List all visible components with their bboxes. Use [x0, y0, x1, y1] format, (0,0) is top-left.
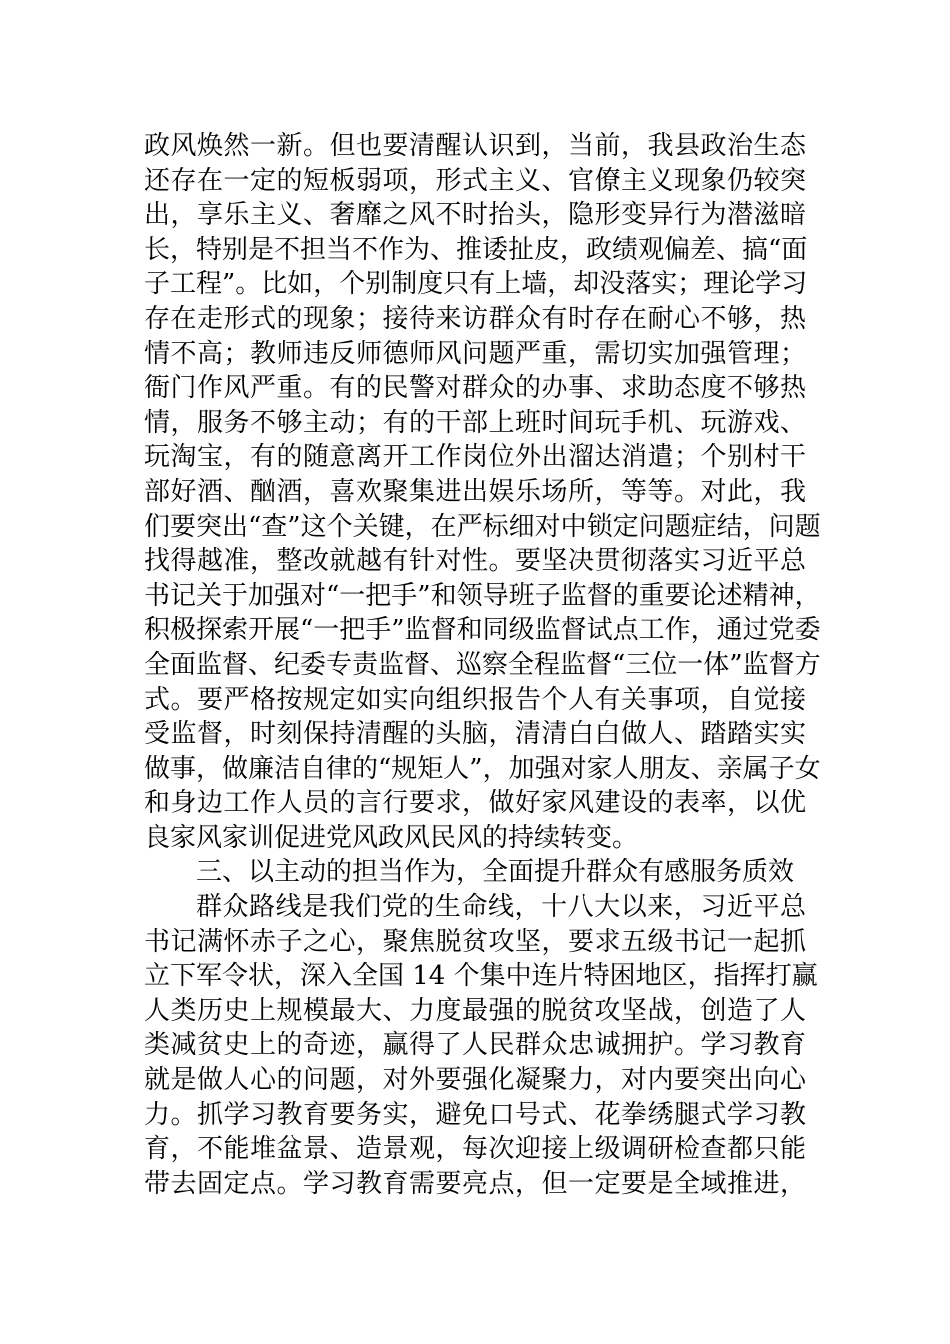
- text-line: 书记满怀赤子之心，聚焦脱贫攻坚，要求五级书记一起抓: [144, 926, 806, 957]
- text-line: 带去固定点。学习教育需要亮点，但一定要是全域推进，: [144, 1168, 806, 1199]
- text-line: 人类历史上规模最大、力度最强的脱贫攻坚战，创造了人: [144, 995, 806, 1026]
- text-line: 全面监督、纪委专责监督、巡察全程监督“三位一体”监督方: [144, 649, 821, 680]
- text-line: 子工程”。比如，个别制度只有上墙，却没落实；理论学习: [144, 269, 808, 300]
- text-line: 出，享乐主义、奢靡之风不时抬头，隐形变异行为潜滋暗: [144, 200, 806, 231]
- text-line: 情，服务不够主动；有的干部上班时间玩手机、玩游戏、: [144, 407, 806, 438]
- text-line: 存在走形式的现象；接待来访群众有时存在耐心不够，热: [144, 303, 806, 334]
- text-line: 做事，做廉洁自律的“规矩人”，加强对家人朋友、亲属子女: [144, 753, 821, 784]
- text-line: 衙门作风严重。有的民警对群众的办事、求助态度不够热: [144, 373, 806, 404]
- document-page: [144, 129, 821, 1201]
- text-line: 部好酒、酗酒，喜欢聚集进出娱乐场所，等等。对此，我: [144, 476, 806, 507]
- text-line: 政风焕然一新。但也要清醒认识到，当前，我县政治生态: [144, 131, 806, 161]
- text-line: 和身边工作人员的言行要求，做好家风建设的表率，以优: [144, 788, 806, 819]
- text-line: 就是做人心的问题，对外要强化凝聚力，对内要突出向心: [144, 1065, 806, 1096]
- section-heading: 三、以主动的担当作为，全面提升群众有感服务质效: [196, 857, 795, 888]
- text-line: 长，特别是不担当不作为、推诿扯皮，政绩观偏差、搞“面: [144, 234, 808, 265]
- text-line: 群众路线是我们党的生命线，十八大以来，习近平总: [196, 892, 806, 923]
- text-line: 育，不能堆盆景、造景观，每次迎接上级调研检查都只能: [144, 1134, 806, 1165]
- text-line: 情不高；教师违反师德师风问题严重，需切实加强管理；: [144, 338, 806, 369]
- body-paragraph: [144, 890, 818, 1201]
- text-line: 找得越准，整改就越有针对性。要坚决贯彻落实习近平总: [144, 546, 806, 577]
- text-line: 受监督，时刻保持清醒的头脑，清清白白做人、踏踏实实: [144, 719, 806, 750]
- text-line: 们要突出“查”这个关键，在严标细对中锁定问题症结，问题: [144, 511, 821, 542]
- text-line: 玩淘宝，有的随意离开工作岗位外出溜达消遣；个别村干: [144, 442, 806, 473]
- text-line: 书记关于加强对“一把手”和领导班子监督的重要论述精神，: [144, 580, 821, 611]
- text-line: 式。要严格按规定如实向组织报告个人有关事项，自觉接: [144, 684, 806, 715]
- text-line: 积极探索开展“一把手”监督和同级监督试点工作，通过党委: [144, 615, 821, 646]
- text-line: 良家风家训促进党风政风民风的持续转变。: [144, 822, 639, 853]
- body-paragraph: [144, 129, 821, 855]
- text-line: 立下军令状，深入全国 14 个集中连片特困地区，指挥打赢: [144, 961, 818, 992]
- text-line: 还存在一定的短板弱项，形式主义、官僚主义现象仍较突: [144, 165, 806, 196]
- text-line: 力。抓学习教育要务实，避免口号式、花拳绣腿式学习教: [144, 1099, 806, 1130]
- text-line: 类减贫史上的奇迹，赢得了人民群众忠诚拥护。学习教育: [144, 1030, 806, 1061]
